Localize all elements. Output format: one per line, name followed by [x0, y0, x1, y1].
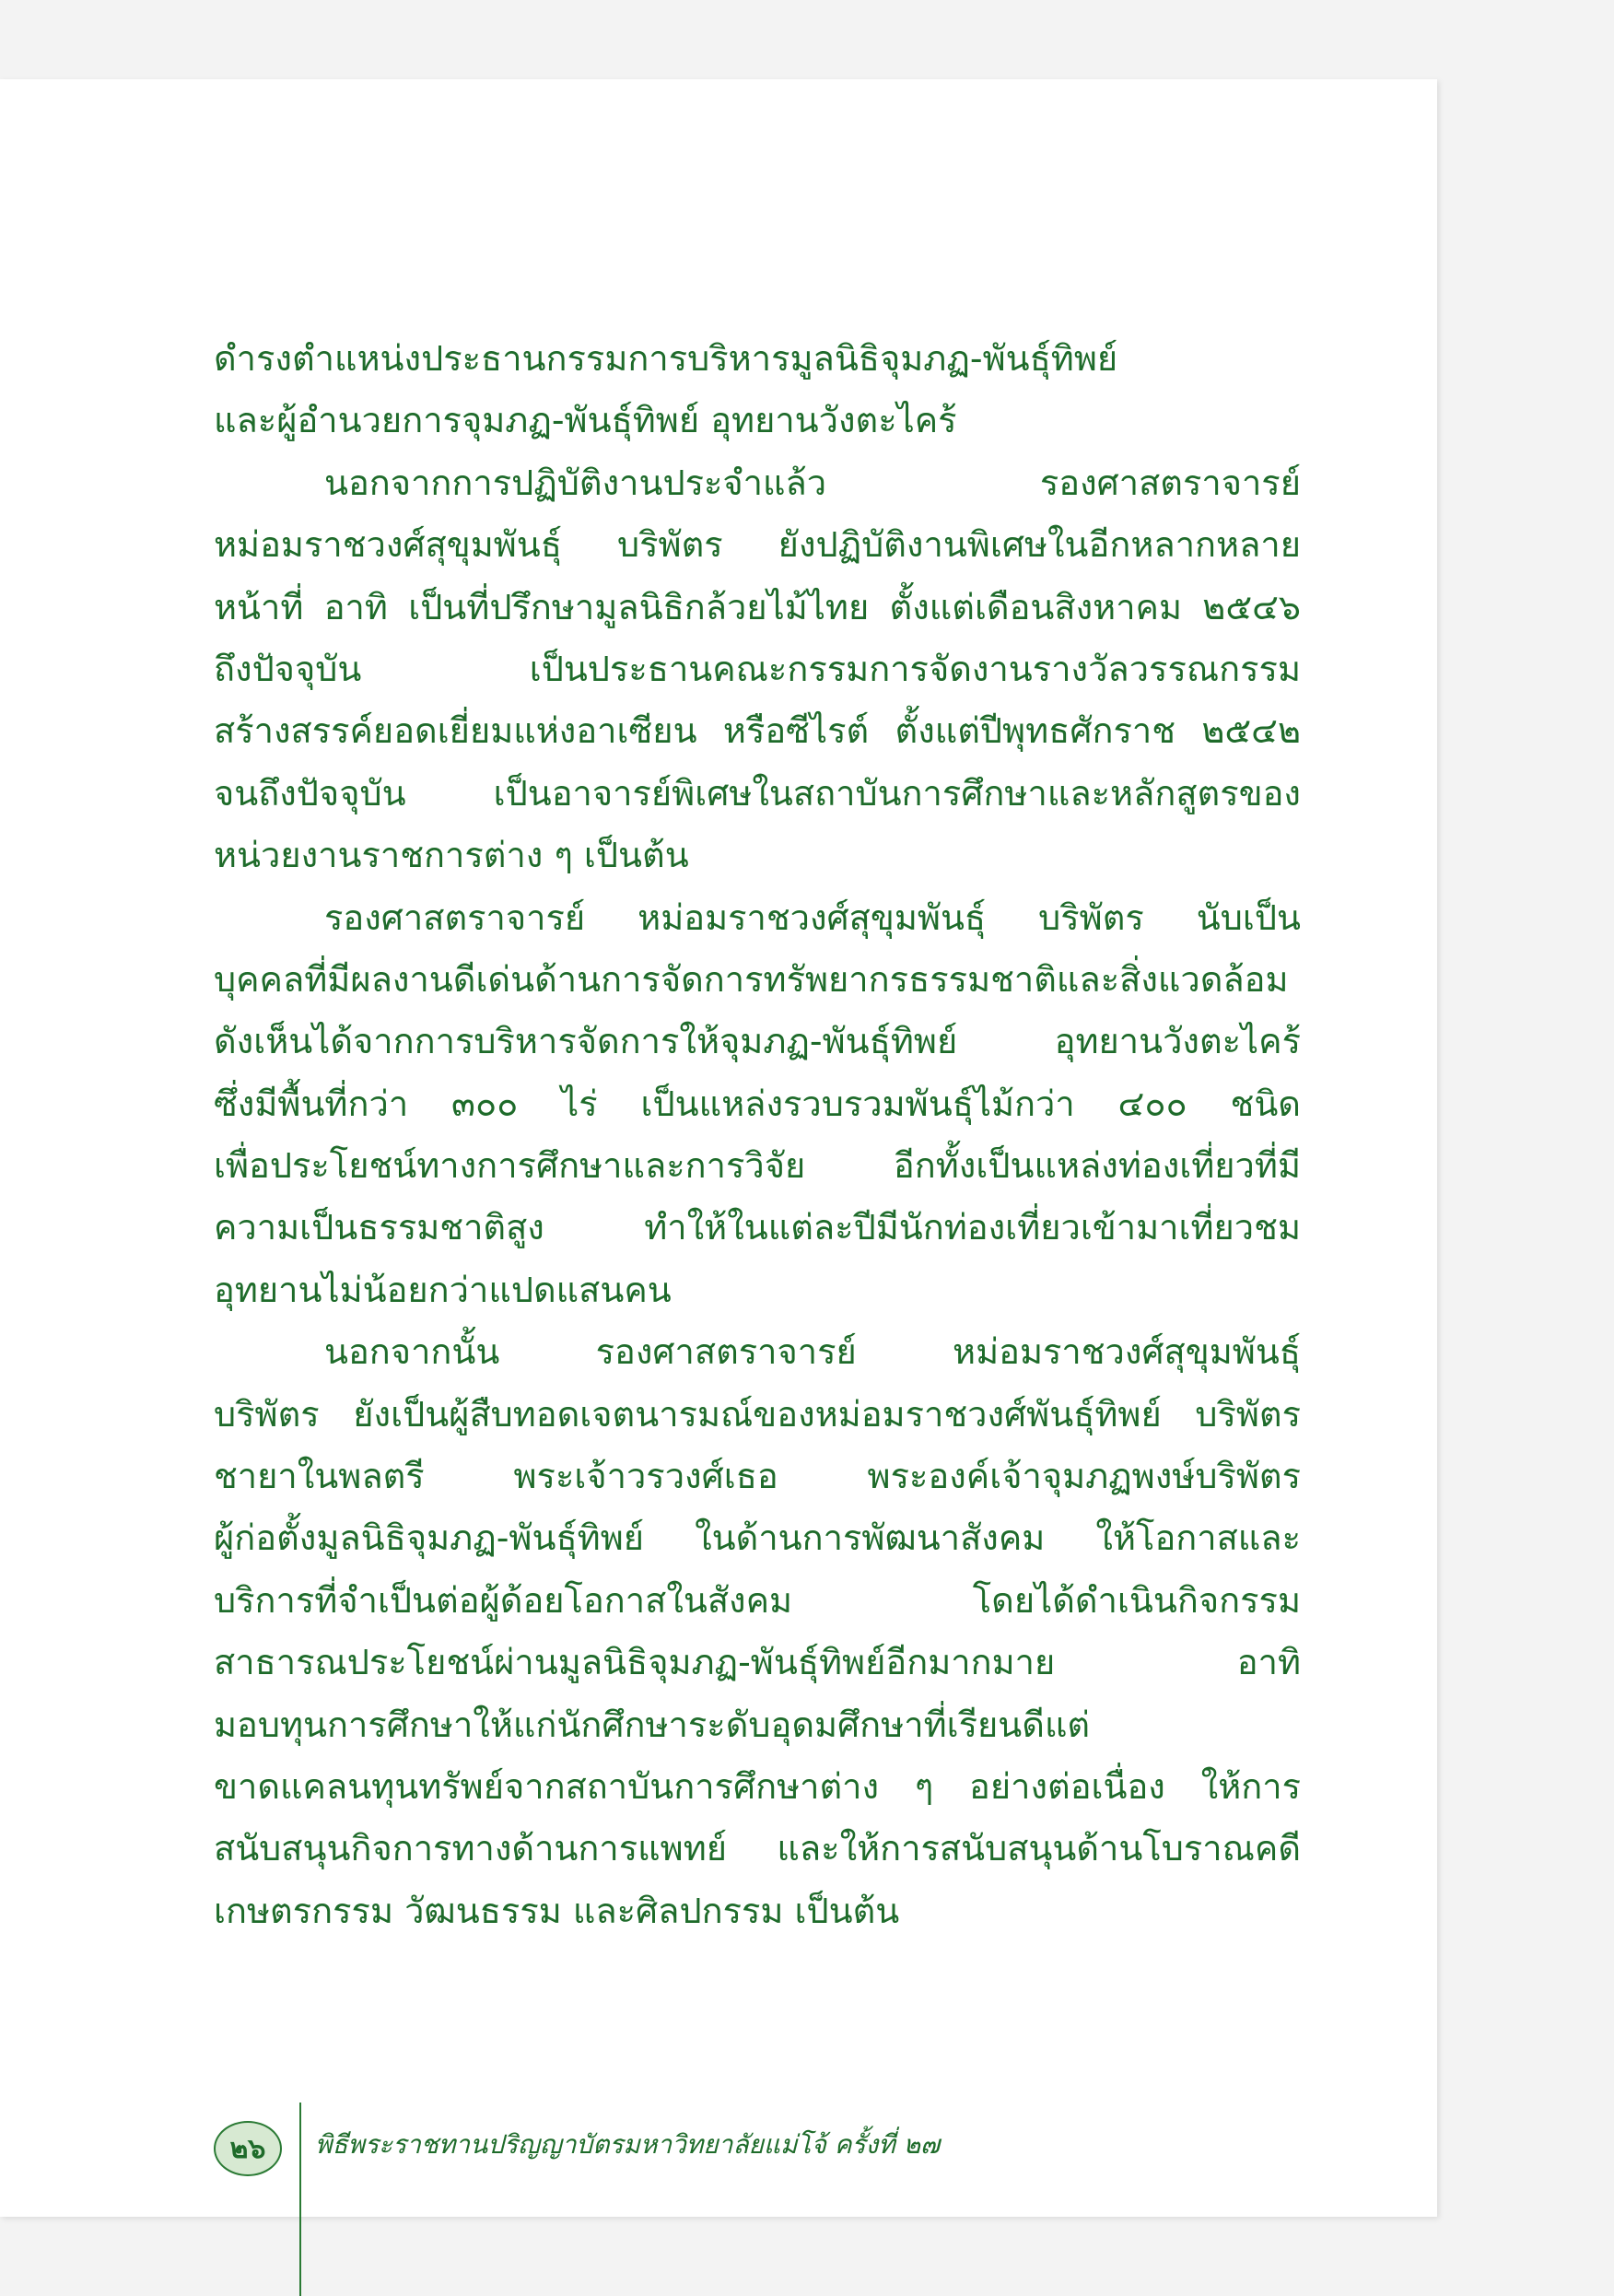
- text-line: ผู้ก่อตั้งมูลนิธิจุมภฏ-พันธุ์ทิพย์ ในด้านการพัฒนาสังคม ให้โอกาสและ: [214, 1517, 1301, 1559]
- text-line: หม่อมราชวงศ์สุขุมพันธุ์ บริพัตร ยังปฏิบัติงานพิเศษในอีกหลากหลาย: [214, 524, 1301, 566]
- text-line: ความเป็นธรรมชาติสูง ทำให้ในแต่ละปีมีนักท่องเที่ยวเข้ามาเที่ยวชม: [214, 1207, 1301, 1248]
- paragraph-start-line: รองศาสตราจารย์ หม่อมราชวงศ์สุขุมพันธุ์ บริพัตร นับเป็น: [324, 896, 1301, 938]
- document-page: [0, 79, 1437, 2217]
- text-line: ซึ่งมีพื้นที่กว่า ๓๐๐ ไร่ เป็นแหล่งรวบรวมพันธุ์ไม้กว่า ๔๐๐ ชนิด: [214, 1083, 1301, 1124]
- text-line: มอบทุนการศึกษาให้แก่นักศึกษาระดับอุดมศึกษาที่เรียนดีแต่: [214, 1704, 1091, 1745]
- text-line: ดังเห็นได้จากการบริหารจัดการให้จุมภฏ-พันธุ์ทิพย์ อุทยานวังตะไคร้: [214, 1021, 1301, 1062]
- text-line: ขาดแคลนทุนทรัพย์จากสถาบันการศึกษาต่าง ๆ อย่างต่อเนื่อง ให้การ: [214, 1765, 1301, 1807]
- text-line: ชายาในพลตรี พระเจ้าวรวงศ์เธอ พระองค์เจ้าจุมภฏพงษ์บริพัตร: [214, 1456, 1301, 1497]
- paragraph-start-line: นอกจากนั้น รองศาสตราจารย์ หม่อมราชวงศ์สุขุมพันธุ์: [324, 1331, 1301, 1373]
- text-line: อุทยานไม่น้อยกว่าแปดแสนคน: [214, 1269, 672, 1310]
- footer-divider: [299, 2103, 301, 2296]
- text-line: หน่วยงานราชการต่าง ๆ เป็นต้น: [214, 835, 689, 876]
- text-line: บริการที่จำเป็นต่อผู้ด้อยโอกาสในสังคม โดยได้ดำเนินกิจกรรม: [214, 1579, 1301, 1621]
- text-line: สาธารณประโยชน์ผ่านมูลนิธิจุมภฏ-พันธุ์ทิพย์อีกมากมาย อาทิ: [214, 1642, 1301, 1683]
- body-text: [214, 328, 1301, 1942]
- text-line: สนับสนุนกิจการทางด้านการแพทย์ และให้การสนับสนุนด้านโบราณคดี: [214, 1828, 1301, 1869]
- page-number: ๒๖: [229, 2132, 266, 2165]
- text-line: บริพัตร ยังเป็นผู้สืบทอดเจตนารมณ์ของหม่อมราชวงศ์พันธุ์ทิพย์ บริพัตร: [214, 1393, 1301, 1435]
- paragraph-start-line: นอกจากการปฏิบัติงานประจำแล้ว รองศาสตราจารย์: [324, 462, 1301, 503]
- text-line: จนถึงปัจจุบัน เป็นอาจารย์พิเศษในสถาบันการศึกษาและหลักสูตรของ: [214, 772, 1301, 814]
- text-line: บุคคลที่มีผลงานดีเด่นด้านการจัดการทรัพยากรธรรมชาติและสิ่งแวดล้อม: [214, 958, 1289, 1000]
- text-line: เพื่อประโยชน์ทางการศึกษาและการวิจัย อีกทั้งเป็นแหล่งท่องเที่ยวที่มี: [214, 1145, 1301, 1187]
- text-line: สร้างสรรค์ยอดเยี่ยมแห่งอาเซียน หรือซีไรต์ ตั้งแต่ปีพุทธศักราช ๒๕๔๒: [214, 710, 1301, 752]
- footer-caption: พิธีพระราชทานปริญญาบัตรมหาวิทยาลัยแม่โจ้ ครั้งที่ ๒๗: [315, 2129, 941, 2160]
- text-line: เกษตรกรรม วัฒนธรรม และศิลปกรรม เป็นต้น: [214, 1890, 900, 1931]
- text-line: ถึงปัจจุบัน เป็นประธานคณะกรรมการจัดงานรางวัลวรรณกรรม: [214, 648, 1301, 689]
- page-number-badge: [214, 2121, 282, 2176]
- text-line: และผู้อำนวยการจุมภฏ-พันธุ์ทิพย์ อุทยานวังตะไคร้: [214, 400, 957, 441]
- text-line: ดำรงตำแหน่งประธานกรรมการบริหารมูลนิธิจุมภฏ-พันธุ์ทิพย์: [214, 338, 1118, 379]
- text-line: หน้าที่ อาทิ เป็นที่ปรึกษามูลนิธิกล้วยไม้ไทย ตั้งแต่เดือนสิงหาคม ๒๕๔๖: [214, 586, 1301, 627]
